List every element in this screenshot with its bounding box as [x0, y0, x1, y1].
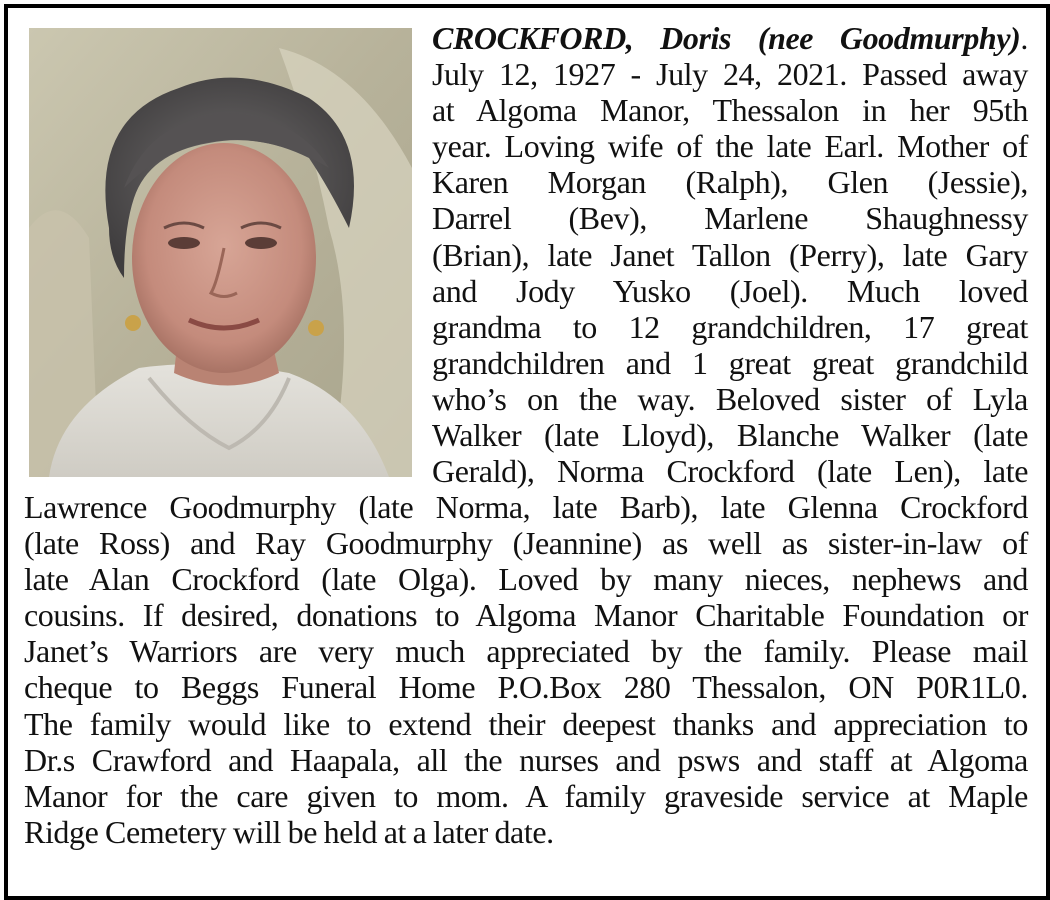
text-line: grandma to 12 grandchildren, 17 great: [432, 308, 1028, 345]
text-line: Ridge Cemetery will be held at a later date.: [24, 813, 554, 850]
text-line: Karen Morgan (Ralph), Glen (Jessie),: [432, 164, 1028, 201]
header-line: [432, 20, 1028, 56]
text-line: late Alan Crockford (late Olga). Loved by many nieces, nephews and: [24, 561, 1028, 598]
deceased-name: CROCKFORD, Doris (nee Goodmurphy): [432, 20, 1021, 56]
text-line: year. Loving wife of the late Earl. Mother of: [432, 128, 1028, 165]
text-line: Janet’s Warriors are very much appreciated by the family. Please mail: [24, 633, 1028, 670]
text-line: at Algoma Manor, Thessalon in her 95th: [432, 92, 1028, 129]
text-line: and Jody Yusko (Joel). Much loved: [432, 272, 1028, 309]
text-line: Manor for the care given to mom. A family graveside service at Maple: [24, 777, 1028, 814]
text-line: The family would like to extend their deepest thanks and appreciation to: [24, 705, 1028, 742]
text-line: Dr.s Crawford and Haapala, all the nurses and psws and staff at Algoma: [24, 741, 1028, 778]
text-line: (Brian), late Janet Tallon (Perry), late Gary: [432, 236, 1028, 273]
text-line: Gerald), Norma Crockford (late Len), late: [432, 453, 1028, 490]
text-line: Lawrence Goodmurphy (late Norma, late Barb), late Glenna Crockford: [24, 489, 1028, 525]
text-line: Walker (late Lloyd), Blanche Walker (late: [432, 417, 1028, 454]
text-line: grandchildren and 1 great great grandchild: [432, 344, 1028, 381]
portrait-image: [29, 28, 412, 477]
portrait-photo: [29, 28, 412, 477]
text-line: Darrel (Bev), Marlene Shaughnessy: [432, 200, 1028, 237]
obituary-full-width: [24, 489, 1028, 850]
obituary-frame: [4, 4, 1050, 900]
text-line: who’s on the way. Beloved sister of Lyla: [432, 380, 1028, 417]
text-line: (late Ross) and Ray Goodmurphy (Jeannine) as well as sister-in-law of: [24, 525, 1028, 562]
text-line: July 12, 1927 - July 24, 2021. Passed away: [432, 56, 1028, 93]
text-line: cheque to Beggs Funeral Home P.O.Box 280 Thessalon, ON P0R1L0.: [24, 669, 1028, 706]
text-line: cousins. If desired, donations to Algoma Manor Charitable Foundation or: [24, 597, 1028, 634]
obituary-right-column: [432, 20, 1028, 489]
name-period: .: [1020, 20, 1028, 56]
